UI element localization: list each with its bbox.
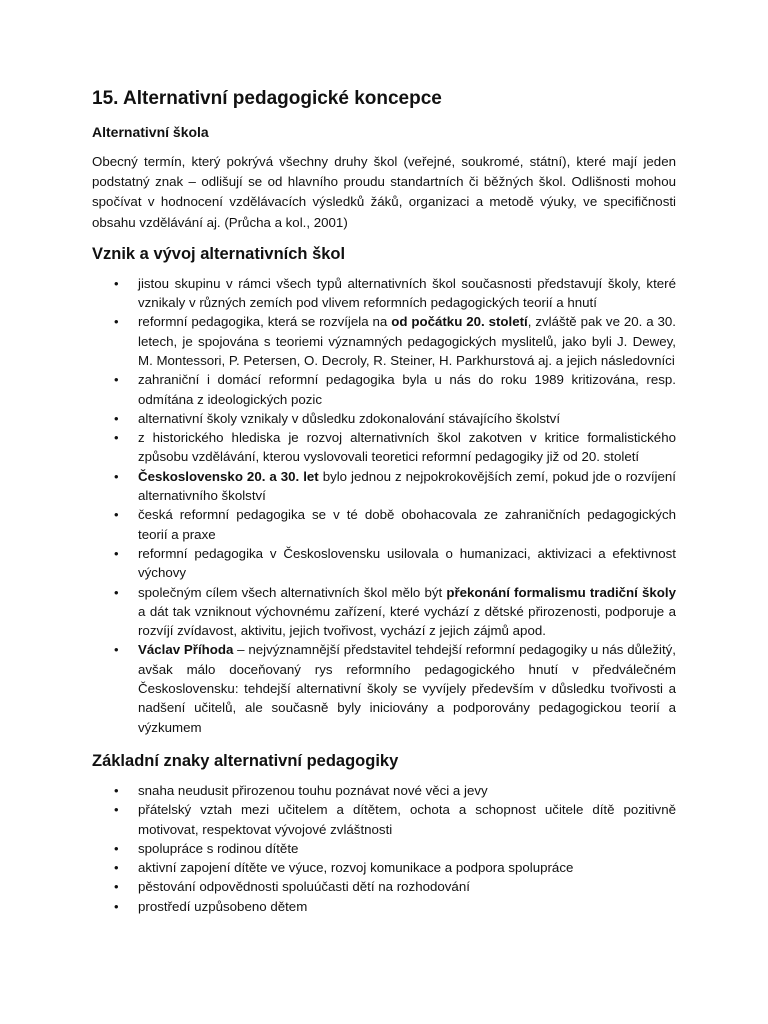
list-item: • alternativní školy vznikaly v důsledku zdokonalování stávajícího školství	[92, 409, 676, 428]
bullet-icon: •	[114, 314, 119, 330]
list-item: • z historického hlediska je rozvoj alternativních škol zakotven v kritice formalistického způsobu vzdělávání, kterou vyslovovali teoretici reformní pedagogiky již od 20. století	[114, 430, 676, 465]
list-item: • Václav Příhoda – nejvýznamnější představitel tehdejší reformní pedagogiky u nás důležitý, avšak málo doceňovaný rys reformního pedagogického hnutí v předválečném Československu: tehdejší alternativní školy se vyvíjely především v důsledku tvořivosti a nadšení učitelů, ale současně byly iniciovány a podporovány pedagogickou teorií a výzkumem	[114, 642, 676, 735]
subtitle: Alternativní škola	[92, 124, 209, 140]
list-item: • aktivní zapojení dítěte ve výuce, rozvoj komunikace a podpora spolupráce	[92, 858, 676, 877]
section2-heading: Základní znaky alternativní pedagogiky	[92, 751, 399, 770]
section2-list	[92, 781, 676, 916]
bullet-icon: •	[114, 468, 119, 484]
bullet-icon: •	[114, 410, 119, 426]
bullet-icon: •	[114, 898, 119, 914]
bullet-icon: •	[114, 840, 119, 856]
list-item: • česká reformní pedagogika se v té době obohacovala ze zahraničních pedagogických teorií a praxe	[114, 507, 676, 542]
bullet-icon: •	[114, 860, 119, 876]
list-item: • zahraniční i domácí reformní pedagogika byla u nás do roku 1989 kritizována, resp. odmítána z ideologických pozic	[114, 372, 676, 407]
bullet-icon: •	[114, 802, 119, 818]
bullet-icon: •	[114, 642, 119, 658]
list-item: • jistou skupinu v rámci všech typů alternativních škol současnosti představují školy, které vznikaly v různých zemích pod vlivem reformních pedagogických teorií a hnutí	[114, 275, 676, 311]
list-item: • reformní pedagogika v Československu usilovala o humanizaci, aktivizaci a efektivnost výchovy	[114, 545, 676, 581]
bullet-icon: •	[114, 879, 119, 895]
list-item: • spolupráce s rodinou dítěte	[92, 839, 676, 858]
bullet-icon: •	[114, 275, 119, 291]
list-item: • reformní pedagogika, která se rozvíjela na od počátku 20. století, zvláště pak ve 20. a 30. letech, je spojována s teoriemi významných pedagogických myslitelů, jako byli J. Dewey, M. Montessori, P. Petersen, O. Decroly, R. Steiner, H. Parkhurstová aj. a jejich následovníci	[114, 314, 676, 368]
list-item: • prostředí uzpůsobeno dětem	[92, 897, 676, 916]
section1-heading: Vznik a vývoj alternativních škol	[92, 244, 346, 263]
bullet-icon: •	[114, 584, 119, 600]
list-item: • snaha neudusit přirozenou touhu poznávat nové věci a jevy	[92, 781, 676, 800]
page-title: 15. Alternativní pedagogické koncepce	[92, 88, 442, 109]
list-item: • společným cílem všech alternativních škol mělo být překonání formalismu tradiční školy a dát tak vzniknout výchovnému zařízení, které vychází z dětské přirozenosti, podporuje a rozvíjí zvídavost, aktivitu, jejich tvořivost, vychází z jejich zájmů apod.	[114, 584, 677, 639]
bullet-icon: •	[114, 782, 119, 798]
list-item: • přátelský vztah mezi učitelem a dítětem, ochota a schopnost učitele dítě pozitivně motivovat, respektovat vývojové zvláštnosti	[114, 802, 676, 837]
section1-list	[92, 274, 676, 737]
bullet-icon: •	[114, 372, 119, 388]
bullet-icon: •	[114, 545, 119, 561]
bullet-icon: •	[114, 507, 119, 523]
list-item: • Československo 20. a 30. let bylo jednou z nejpokrokovějších zemí, pokud jde o rozvíjení alternativního školství	[114, 468, 676, 504]
list-item: • pěstování odpovědnosti spoluúčasti dětí na rozhodování	[92, 877, 676, 896]
bullet-icon: •	[114, 430, 119, 446]
intro-paragraph: Obecný termín, který pokrývá všechny druhy škol (veřejné, soukromé, státní), které mají jeden podstatný znak – odlišují se od hlavního proudu standartních či běžných škol. Odlišnosti mohou spočívat v hodnocení vzdělávacích výsledků žáků, organizaci a metodě výuky, ve specifičnosti obsahu vzdělávání aj. (Průcha a kol., 2001)	[92, 154, 676, 230]
